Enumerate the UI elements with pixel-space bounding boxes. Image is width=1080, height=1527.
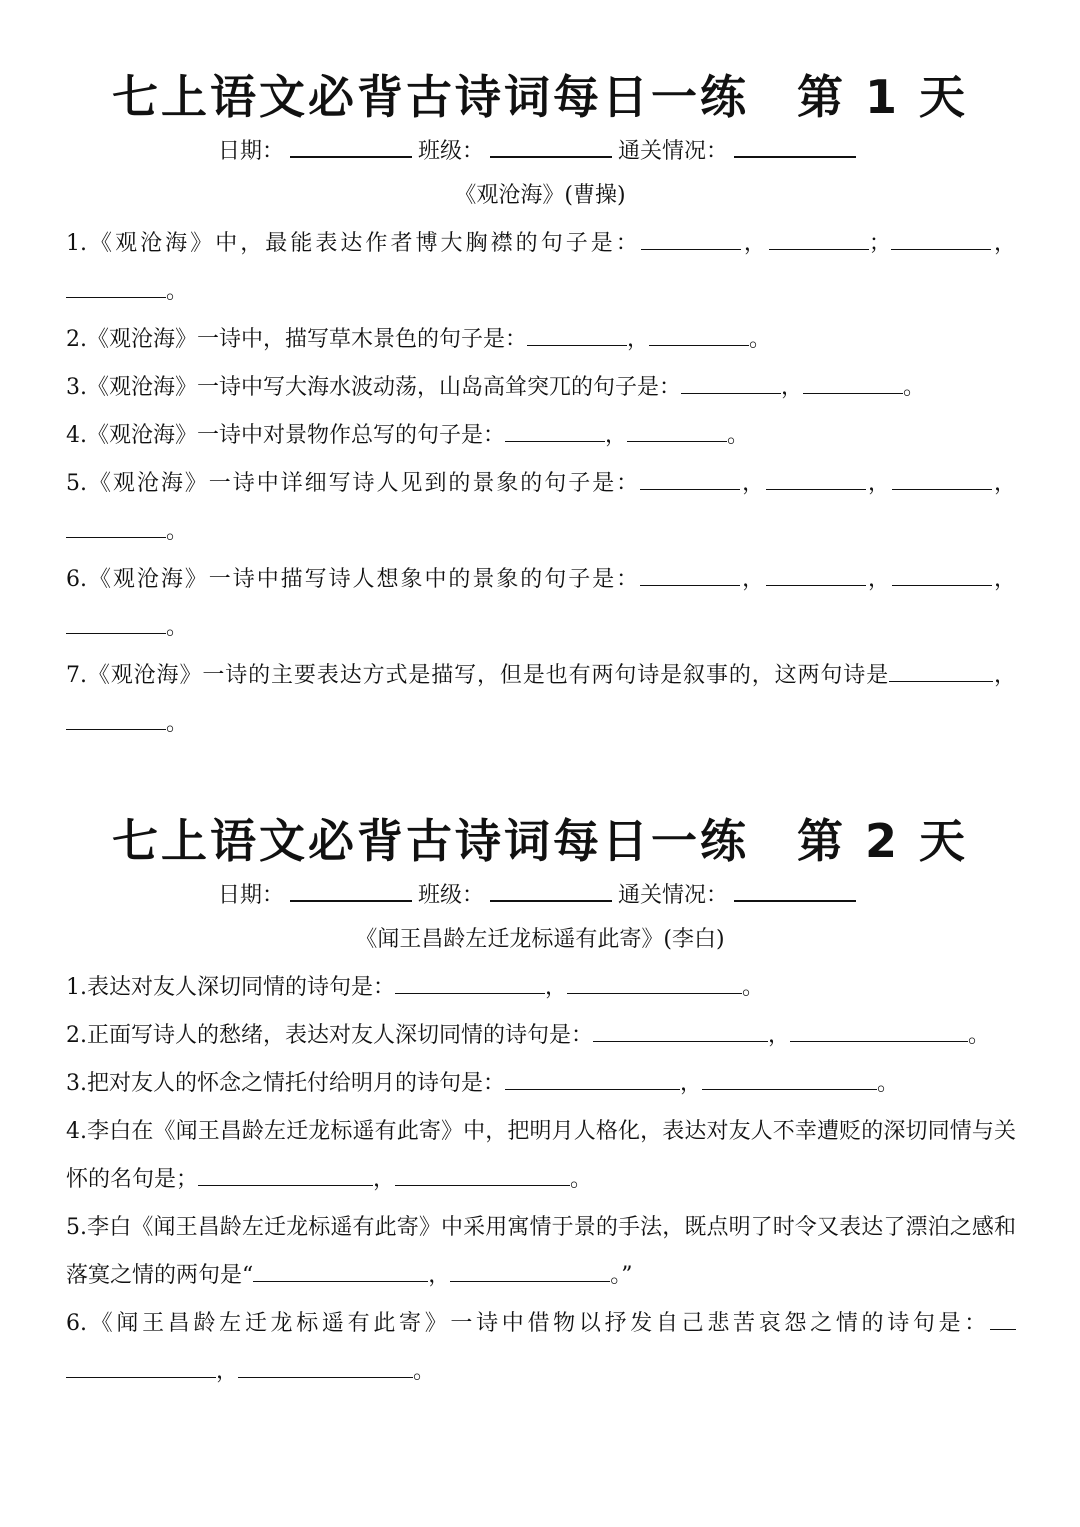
punct: 。: [413, 1359, 436, 1384]
question-text: 5.李白《闻王昌龄左迁龙标遥有此寄》中采用寓情于景的手法，既点明了时令又表达了漂泊之感和落寞之情的两句是“: [66, 1215, 1016, 1288]
answer-blank[interactable]: [66, 611, 166, 634]
question-text: 3.把对友人的怀念之情托付给明月的诗句是：: [66, 1071, 505, 1096]
answer-blank[interactable]: [627, 419, 727, 442]
punct: ，: [866, 567, 893, 592]
answer-blank[interactable]: [920, 1019, 968, 1042]
answer-blank[interactable]: [198, 1163, 373, 1186]
day2-meta-row: [0, 876, 1080, 916]
answer-blank[interactable]: [66, 1355, 216, 1378]
answer-blank[interactable]: [66, 515, 166, 538]
question-text: 7.《观沧海》一诗的主要表达方式是描写，但是也有两句诗是叙事的，这两句诗是: [66, 663, 890, 688]
punct: 。”: [610, 1263, 633, 1288]
punct: 。: [968, 1023, 991, 1048]
day2-status-label: 通关情况：: [618, 883, 729, 908]
answer-blank[interactable]: [889, 659, 915, 682]
day1-poem-title: 《观沧海》(曹操): [454, 183, 626, 208]
punct: ，: [740, 471, 767, 496]
punct: ，: [992, 567, 1016, 592]
punct: ，: [627, 327, 650, 352]
day1-title: [0, 62, 1080, 132]
day1-meta-row: [0, 132, 1080, 172]
day1-title-text: 七上语文必背古诗词每日一练: [111, 70, 749, 124]
day1-day-label: 第 1 天: [796, 70, 969, 124]
punct: ，: [545, 975, 568, 1000]
answer-blank[interactable]: [891, 227, 991, 250]
day1-question-6: [66, 556, 1016, 652]
punct: ，: [992, 471, 1016, 496]
answer-blank[interactable]: [395, 1163, 570, 1186]
punct: 。: [166, 711, 189, 736]
answer-blank[interactable]: [915, 659, 993, 682]
answer-blank[interactable]: [66, 275, 166, 298]
question-text: 1.表达对友人深切同情的诗句是：: [66, 975, 395, 1000]
punct: 。: [166, 279, 189, 304]
punct: 。: [749, 327, 772, 352]
answer-blank[interactable]: [790, 1019, 920, 1042]
answer-blank[interactable]: [253, 1259, 428, 1282]
answer-blank[interactable]: [702, 1067, 877, 1090]
punct: 。: [877, 1071, 900, 1096]
day2-class-field[interactable]: [490, 878, 612, 902]
answer-blank[interactable]: [505, 419, 605, 442]
day2-title: [0, 806, 1080, 876]
day2-day-label: 第 2 天: [796, 814, 969, 868]
answer-blank[interactable]: [450, 1259, 610, 1282]
answer-blank[interactable]: [567, 971, 742, 994]
answer-blank[interactable]: [649, 323, 749, 346]
day1-question-4: [66, 412, 1016, 460]
punct: ，: [990, 231, 1016, 256]
punct: ，: [768, 1023, 791, 1048]
answer-blank[interactable]: [640, 467, 740, 490]
punct: 。: [727, 423, 750, 448]
day1-question-3: [66, 364, 1016, 412]
answer-blank[interactable]: [769, 227, 869, 250]
answer-blank[interactable]: [766, 563, 866, 586]
punct: 。: [166, 519, 189, 544]
day2-question-2: [66, 1012, 1016, 1060]
answer-blank[interactable]: [395, 971, 545, 994]
day1-date-label: 日期：: [217, 139, 284, 164]
question-text: 4.《观沧海》一诗中对景物作总写的句子是：: [66, 423, 505, 448]
answer-blank[interactable]: [990, 1307, 1016, 1330]
answer-blank[interactable]: [892, 563, 992, 586]
day2-poem-title: 《闻王昌龄左迁龙标遥有此寄》(李白): [355, 927, 725, 952]
day2-title-text: 七上语文必背古诗词每日一练: [111, 814, 749, 868]
answer-blank[interactable]: [527, 323, 627, 346]
day1-question-2: [66, 316, 1016, 364]
punct: ，: [781, 375, 804, 400]
punct: ，: [740, 567, 767, 592]
day2-question-6: [66, 1300, 1016, 1396]
answer-blank[interactable]: [640, 563, 740, 586]
question-text: 6.《闻王昌龄左迁龙标遥有此寄》一诗中借物以抒发自己悲苦哀怨之情的诗句是：: [66, 1311, 990, 1336]
day1-class-field[interactable]: [490, 134, 612, 158]
day1-question-7: [66, 652, 1016, 748]
answer-blank[interactable]: [593, 1019, 768, 1042]
answer-blank[interactable]: [641, 227, 741, 250]
punct: ，: [373, 1167, 396, 1192]
day2-question-3: [66, 1060, 1016, 1108]
punct: 。: [166, 615, 189, 640]
day1-status-field[interactable]: [734, 134, 856, 158]
day2-class-label: 班级：: [417, 883, 484, 908]
punct: ；: [868, 231, 891, 256]
punct: ，: [428, 1263, 451, 1288]
day2-date-label: 日期：: [217, 883, 284, 908]
day1-status-label: 通关情况：: [618, 139, 729, 164]
answer-blank[interactable]: [766, 467, 866, 490]
question-text: 3.《观沧海》一诗中写大海水波动荡，山岛高耸突兀的句子是：: [66, 375, 681, 400]
day1-class-label: 班级：: [417, 139, 484, 164]
day2-date-field[interactable]: [290, 878, 412, 902]
day2-question-1: [66, 964, 1016, 1012]
day2-question-4: [66, 1108, 1016, 1204]
question-text: 6.《观沧海》一诗中描写诗人想象中的景象的句子是：: [66, 567, 641, 592]
answer-blank[interactable]: [238, 1355, 413, 1378]
question-text: 1.《观沧海》中，最能表达作者博大胸襟的句子是：: [66, 231, 641, 256]
answer-blank[interactable]: [681, 371, 781, 394]
punct: 。: [742, 975, 765, 1000]
question-text: 2.《观沧海》一诗中，描写草木景色的句子是：: [66, 327, 527, 352]
punct: ，: [740, 231, 769, 256]
punct: ，: [216, 1359, 239, 1384]
day1-date-field[interactable]: [290, 134, 412, 158]
day2-status-field[interactable]: [734, 878, 856, 902]
answer-blank[interactable]: [803, 371, 903, 394]
punct: ，: [993, 663, 1016, 688]
answer-blank[interactable]: [66, 707, 166, 730]
day1-section: [0, 62, 1080, 748]
punct: ，: [866, 471, 893, 496]
question-text: 4.李白在《闻王昌龄左迁龙标遥有此寄》中，把明月人格化，表达对友人不幸遭贬的深切同情与关怀的名句是；: [66, 1119, 1016, 1192]
day2-section: [0, 806, 1080, 1396]
punct: 。: [903, 375, 926, 400]
answer-blank[interactable]: [892, 467, 992, 490]
punct: ，: [680, 1071, 703, 1096]
question-text: 2.正面写诗人的愁绪，表达对友人深切同情的诗句是：: [66, 1023, 593, 1048]
question-text: 5.《观沧海》一诗中详细写诗人见到的景象的句子是：: [66, 471, 641, 496]
day1-question-5: [66, 460, 1016, 556]
day2-question-5: [66, 1204, 1016, 1300]
day1-question-1: [66, 220, 1016, 316]
punct: ，: [605, 423, 628, 448]
punct: 。: [570, 1167, 593, 1192]
answer-blank[interactable]: [505, 1067, 680, 1090]
